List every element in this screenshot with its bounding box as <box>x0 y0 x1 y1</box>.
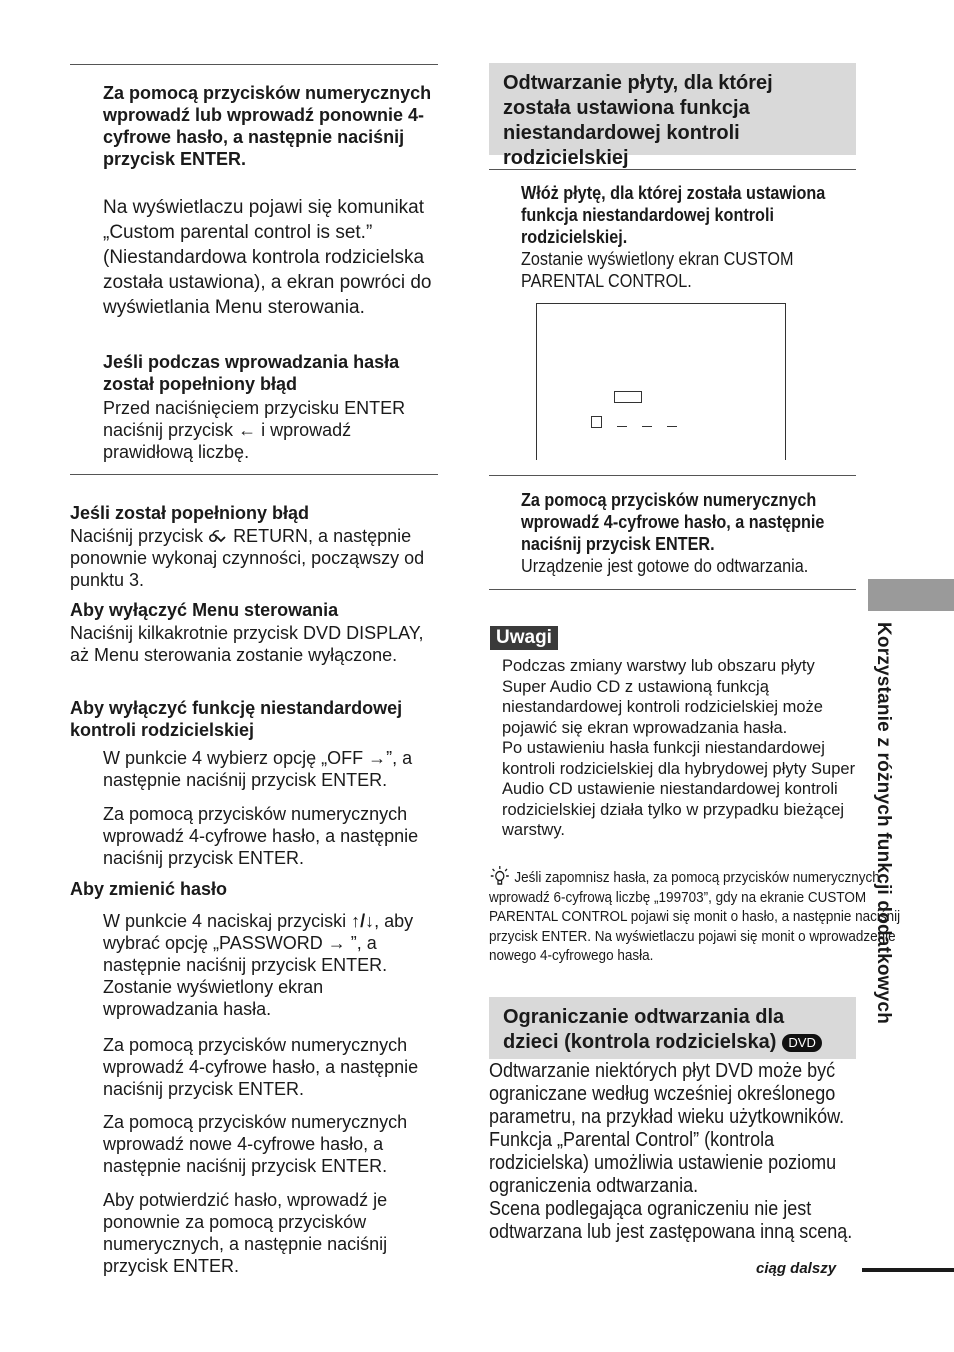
password-digit-slot <box>617 426 627 427</box>
custom-parental-control-screen <box>536 303 786 460</box>
menu-off-heading: Aby wyłączyć Menu sterowania <box>70 600 339 620</box>
notes-body: Podczas zmiany warstwy lub obszaru płyty Super Audio CD z ustawioną funkcją niestandardowej kontroli rodzicielskiej może pojawić się ekran wprowadzania hasła. Po ustawieniu hasła funkcji niestandardowej kontroli rodzicielskiej dla hybrydowej płyty Super Audio CD ustawienie niestandardowej kontroli rodzicielskiej działa tylko w przypadku bieżącej warstwy. <box>502 657 856 839</box>
step-box-middle-rule <box>489 475 856 476</box>
menu-off-description: Naciśnij kilkakrotnie przycisk DVD DISPLAY, aż Menu sterowania zostanie wyłączone. <box>70 623 424 665</box>
side-tab-marker <box>868 579 954 611</box>
change-heading: Aby zmienić hasło <box>70 879 228 899</box>
disable-heading: Aby wyłączyć funkcję niestandardowej kontroli rodzicielskiej <box>70 698 403 740</box>
notes-label: Uwagi <box>490 626 558 650</box>
disable-step-2: Za pomocą przycisków numerycznych wprowadź 4-cyfrowe hasło, a następnie naciśnij przycisk ENTER. <box>103 804 419 868</box>
password-digit-slot <box>642 426 652 427</box>
disable-step-1: W punkcie 4 wybierz opcję „OFF →”, a następnie naciśnij przycisk ENTER. <box>103 748 413 790</box>
mistake-description: Naciśnij przycisk RETURN, a następnie ponownie wykonaj czynności, począwszy od punktu 3. <box>70 526 425 590</box>
step5-instruction: Za pomocą przycisków numerycznych wprowadź lub wprowadź ponownie 4-cyfrowe hasło, a następnie naciśnij przycisk ENTER. <box>103 83 432 169</box>
step-box-top-rule <box>489 169 856 170</box>
box-bottom-rule <box>70 474 438 475</box>
parental-control-description: Odtwarzanie niektórych płyt DVD może być ograniczane według wcześniej określonego parametru, na przykład wieku użytkowników. Funkcja „Parental Control” (kontrola rodzicielska) umożliwia ustawienie poziomu ograniczenia odtwarzania. Scena podlegająca ograniczeniu nie jest odtwarzana lub jest zastępowana inną sceną. <box>489 1060 853 1243</box>
password-digit-slot <box>667 426 677 427</box>
mistake-heading: Jeśli został popełniony błąd <box>70 503 310 523</box>
step5-description: Na wyświetlaczu pojawi się komunikat „Custom parental control is set.” (Niestandardowa kontrola rodzicielska została ustawiona), a ekran powróci do wyświetlania Menu sterowania. <box>103 197 432 318</box>
up-down-arrow-icon: ↑/↓ <box>351 911 375 931</box>
step-box-bottom-rule <box>489 589 856 590</box>
continued-bar <box>862 1268 954 1272</box>
error-description: Przed naciśnięciem przycisku ENTER naciśnij przycisk ← i wprowadź prawidłową liczbę. <box>103 398 406 462</box>
continued-label: ciąg dalszy <box>756 1260 837 1277</box>
change-step-4: Aby potwierdzić hasło, wprowadź je ponownie za pomocą przycisków numerycznych, a następnie naciśnij przycisk ENTER. <box>103 1190 388 1276</box>
section-heading-parental-control: Ograniczanie odtwarzania dla dzieci (kontrola rodzicielska) DVD <box>489 997 856 1059</box>
top-rule <box>70 64 438 65</box>
return-icon <box>208 528 228 544</box>
error-heading: Jeśli podczas wprowadzania hasła został popełniony błąd <box>103 352 400 394</box>
dvd-badge: DVD <box>782 1034 821 1052</box>
enter-password-step: Za pomocą przycisków numerycznych wprowadź 4-cyfrowe hasło, a następnie naciśnij przycisk ENTER. Urządzenie jest gotowe do odtwarzania. <box>521 490 825 576</box>
change-step-1: W punkcie 4 naciskaj przyciski ↑/↓, aby wybrać opcję „PASSWORD → ”, a następnie naciśnij przycisk ENTER. Zostanie wyświetlony ekran wprowadzania hasła. <box>103 911 414 1019</box>
change-step-3: Za pomocą przycisków numerycznych wprowadź nowe 4-cyfrowe hasło, a następnie naciśnij przycisk ENTER. <box>103 1112 408 1176</box>
change-step-2: Za pomocą przycisków numerycznych wprowadź 4-cyfrowe hasło, a następnie naciśnij przycisk ENTER. <box>103 1035 419 1099</box>
side-tab-label: Korzystanie z różnych funkcji dodatkowych <box>873 622 894 1024</box>
insert-disc-step: Włóż płytę, dla której została ustawiona funkcja niestandardowej kontroli rodzicielskiej. Zostanie wyświetlony ekran CUSTOM PARENTAL CONTROL. <box>521 183 826 291</box>
screen-cursor-box <box>591 416 602 428</box>
screen-password-label-box <box>614 391 642 403</box>
tip-section: Jeśli zapomnisz hasła, za pomocą przycisków numerycznych wprowadź 6-cyfrową liczbę „199703”, gdy na ekranie CUSTOM PARENTAL CONTROL pojawi się monit o hasło, a następnie naciśnij przycisk ENTER. Na wyświetlaczu pojawi się monit o wprowadzenie nowego 4-cyfrowego hasła. <box>489 864 954 966</box>
tip-bulb-icon <box>489 864 511 886</box>
back-arrow-icon: ← <box>238 420 257 440</box>
section-heading-custom-playback: Odtwarzanie płyty, dla której została ustawiona funkcja niestandardowej kontroli rodzicielskiej <box>489 63 856 155</box>
